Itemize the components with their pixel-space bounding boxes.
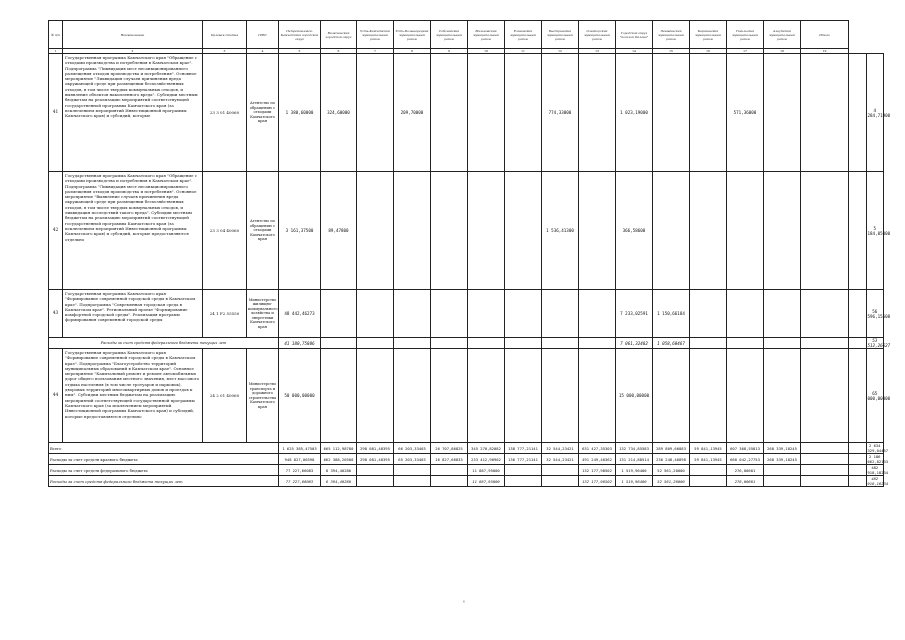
value-cell: 132 177,98502	[579, 476, 616, 487]
value-cell: 2 186 662,82133	[867, 454, 889, 464]
value-cell: 662 388,26500	[321, 454, 357, 465]
value-cell	[653, 54, 690, 172]
table-row	[49, 172, 884, 290]
column-header: Олюторский муниципальный район	[579, 21, 616, 49]
value-cell	[505, 338, 542, 349]
column-number: 3	[203, 49, 247, 54]
value-cell	[357, 338, 394, 349]
value-cell: 298 081,48395	[357, 454, 394, 465]
total-label: Расходы за счет средств федерального бюджета текущих лет	[49, 476, 279, 487]
value-cell	[468, 349, 505, 443]
value-cell: 8 394,40280	[321, 476, 357, 487]
value-cell: 298 081,48395	[357, 443, 394, 454]
value-cell	[727, 338, 764, 349]
column-number: 16	[690, 49, 727, 54]
column-number: 2	[63, 49, 203, 54]
value-cell	[321, 290, 357, 338]
value-cell: 59 841,13945	[690, 443, 727, 454]
value-cell	[690, 172, 727, 290]
row-number: 41	[49, 54, 63, 172]
value-cell	[764, 338, 801, 349]
value-cell: 7 061,32482	[616, 338, 653, 349]
value-cell	[849, 476, 867, 487]
column-number: 10	[468, 49, 505, 54]
column-header: Вилючинский городской округ	[321, 21, 357, 49]
total-row	[49, 465, 884, 476]
value-cell	[801, 338, 849, 349]
total-label: Расходы за счет средств федерального бюджета	[49, 465, 279, 476]
value-cell: 268 339,18245	[764, 454, 801, 465]
budget-table	[48, 20, 891, 487]
value-cell: 32 544,23421	[542, 443, 579, 454]
value-cell	[505, 290, 542, 338]
value-cell: 366,58600	[616, 172, 653, 290]
value-cell: 665 112,98780	[321, 443, 357, 454]
value-cell: 4 284,71900	[866, 54, 884, 172]
row-number: 42	[49, 172, 63, 290]
value-cell	[468, 172, 505, 290]
column-number: 4	[247, 49, 279, 54]
value-cell: 77 227,66083	[279, 476, 321, 487]
value-cell	[764, 54, 801, 172]
value-cell	[394, 476, 431, 487]
table-row	[49, 290, 884, 338]
value-cell	[764, 465, 801, 476]
value-cell: 2 634 329,04457	[867, 443, 889, 453]
value-cell: 131 214,88514	[616, 454, 653, 465]
value-cell	[579, 349, 616, 443]
value-cell: 7 233,02591	[616, 290, 653, 338]
column-header: Целевая статья	[203, 21, 247, 49]
value-cell: 345 270,82082	[468, 443, 505, 454]
value-cell	[542, 476, 579, 487]
value-cell: 1 625 385,47503	[279, 443, 321, 454]
value-cell	[690, 349, 727, 443]
column-header: Соболевский муниципальный район	[431, 21, 468, 49]
subtotal-label: Расходы за счет средств федерального бюджета текущих лет	[49, 338, 279, 349]
row-number: 44	[49, 349, 63, 443]
value-cell: 77 227,66083	[279, 465, 321, 476]
column-header: Карагинский муниципальный район	[690, 21, 727, 49]
value-cell	[542, 349, 579, 443]
value-cell	[394, 465, 431, 476]
column-number: 12	[542, 49, 579, 54]
value-cell	[727, 349, 764, 443]
column-header: Пенжинский муниципальный район	[653, 21, 690, 49]
value-cell: 138 777,21141	[505, 443, 542, 454]
value-cell	[431, 54, 468, 172]
value-cell: 11 887,95000	[468, 476, 505, 487]
grbs-cell: Министерство жилищно-коммунального хозяйства и энергетики Камчатского края	[247, 290, 279, 338]
subtotal-row	[49, 338, 884, 349]
target-code: 23 3 04 40060	[203, 172, 247, 290]
value-cell: 59 841,13945	[690, 454, 727, 465]
table-row	[49, 349, 884, 443]
value-cell: 65 000,00000	[866, 349, 884, 443]
value-cell	[579, 338, 616, 349]
row-name: Государственная программа Камчатского края "Формирование современной городской среды в Камчатском крае". Подпрограмма "Современная городская среда в Камчатском крае". Региональный проект "Формирование комфортной городской среды". Реализация программ формирования современной городской среды	[63, 290, 203, 338]
value-cell	[468, 338, 505, 349]
value-cell	[394, 172, 431, 290]
value-cell: 89,47800	[321, 172, 357, 290]
value-cell: 136 777,21141	[505, 454, 542, 465]
value-cell	[357, 54, 394, 172]
value-cell	[801, 172, 849, 290]
value-cell	[764, 476, 801, 487]
value-cell	[690, 290, 727, 338]
value-cell: 631 427,35303	[579, 443, 616, 454]
value-cell	[801, 454, 849, 465]
header-row	[49, 21, 884, 49]
value-cell	[505, 465, 542, 476]
value-cell	[431, 338, 468, 349]
value-cell	[653, 349, 690, 443]
column-number: 9	[431, 49, 468, 54]
value-cell	[849, 172, 867, 290]
value-cell	[431, 465, 468, 476]
value-cell	[801, 54, 849, 172]
value-cell	[653, 172, 690, 290]
target-code: 24 1 F2 55550	[203, 290, 247, 338]
value-cell	[357, 290, 394, 338]
value-cell	[690, 476, 727, 487]
value-cell: 1 058,60467	[653, 338, 690, 349]
column-header: ГРБС	[247, 21, 279, 49]
value-cell: 66 203,33403	[394, 443, 431, 454]
value-cell: 491 249,40362	[579, 454, 616, 465]
value-cell: 571,36000	[727, 54, 764, 172]
column-header: Городской округ "поселок Палана"	[616, 21, 653, 49]
value-cell: 774,33000	[542, 54, 579, 172]
value-cell: 5 184,05000	[866, 172, 884, 290]
value-cell: 1 519,96400	[616, 465, 653, 476]
value-cell	[849, 349, 867, 443]
value-cell: 48 442,46273	[279, 290, 321, 338]
value-cell: 482 918,18234	[867, 465, 889, 475]
total-row	[49, 454, 884, 465]
value-cell: 8 394,40280	[321, 465, 357, 476]
value-cell: 324,60000	[321, 54, 357, 172]
value-cell	[801, 349, 849, 443]
value-cell	[579, 290, 616, 338]
value-cell	[690, 54, 727, 172]
grbs-cell: Агентство по обращению с отходами Камчатского края	[247, 54, 279, 172]
value-cell: 3 161,37500	[279, 172, 321, 290]
page-mark: '	[463, 600, 465, 608]
column-number: 6	[321, 49, 357, 54]
value-cell: 56 596,15508	[866, 290, 884, 338]
row-name: Государственная программа Камчатского края "Обращение с отходами производства и потребления в Камчатском крае". Подпрограмма "Ликвидация мест несанкционированного размещения отходов производства и потребления". Основное мероприятие "Выявление случаев причинения вреда окружающей среде при размещении бесхозяйственных отходов, в том числе твердых коммунальных отходов, и ликвидация последствий такого вреда". Субсидии местным бюджетам на реализацию мероприятий соответствующей государственной программы Камчатского края (за исключением мероприятий Инвестиционной программы Камчатского края) и субсидий, которые предоставляются отдельно	[63, 172, 203, 290]
value-cell	[321, 338, 357, 349]
value-cell	[542, 465, 579, 476]
value-cell	[849, 338, 867, 349]
value-cell: 1 536,41300	[542, 172, 579, 290]
value-cell: 132 177,98502	[579, 465, 616, 476]
column-header: Тигильский муниципальный район	[727, 21, 764, 49]
value-cell: 233 412,90902	[468, 454, 505, 465]
value-cell	[764, 172, 801, 290]
value-cell	[505, 349, 542, 443]
value-cell	[690, 338, 727, 349]
total-row	[49, 443, 884, 454]
value-cell: 26 707,86825	[431, 443, 468, 454]
column-header: Мильковский муниципальный район	[468, 21, 505, 49]
value-cell: 1 519,96400	[616, 476, 653, 487]
value-cell: 276,00601	[727, 465, 764, 476]
table-row	[49, 54, 884, 172]
target-code: 24 2 01 40060	[203, 349, 247, 443]
document-sheet	[48, 20, 891, 487]
column-number: 8	[394, 49, 431, 54]
value-cell	[849, 290, 867, 338]
row-number: 43	[49, 290, 63, 338]
value-cell	[357, 172, 394, 290]
value-cell: 16 827,66833	[431, 454, 468, 465]
value-cell: 15 000,00000	[616, 349, 653, 443]
value-cell: 50 000,00000	[279, 349, 321, 443]
value-cell: 209,70000	[394, 54, 431, 172]
value-cell	[505, 172, 542, 290]
value-cell	[431, 349, 468, 443]
value-cell	[505, 476, 542, 487]
value-cell	[468, 290, 505, 338]
value-cell: 289 809,66883	[653, 443, 690, 454]
value-cell	[431, 290, 468, 338]
column-header: Алеутский муниципальный район	[764, 21, 801, 49]
value-cell	[801, 465, 849, 476]
value-cell: 11 887,95000	[468, 465, 505, 476]
value-cell	[431, 476, 468, 487]
value-cell: 607 368,55813	[727, 443, 764, 454]
value-cell: 482 918,18234	[867, 476, 889, 486]
column-number: 13	[579, 49, 616, 54]
value-cell	[394, 338, 431, 349]
column-number: 19	[801, 49, 849, 54]
value-cell	[468, 54, 505, 172]
value-cell: 132 734,85583	[616, 443, 653, 454]
value-cell: 52 561,20000	[653, 476, 690, 487]
value-cell	[505, 54, 542, 172]
value-cell: 948 827,06598	[279, 454, 321, 465]
column-header: Наименование	[63, 21, 203, 49]
value-cell: 1 023,19000	[616, 54, 653, 172]
value-cell: 1 150,66184	[653, 290, 690, 338]
value-cell	[579, 54, 616, 172]
value-cell	[849, 465, 867, 476]
column-number: 1	[49, 49, 63, 54]
value-cell	[690, 465, 727, 476]
value-cell	[394, 349, 431, 443]
value-cell: 65 203,33403	[394, 454, 431, 465]
column-number: 18	[764, 49, 801, 54]
value-cell: 276,00601	[727, 476, 764, 487]
column-header: Петропавловск-Камчатский городской округ	[279, 21, 321, 49]
value-cell	[801, 476, 849, 487]
value-cell	[801, 443, 849, 454]
value-cell: 52 561,20000	[653, 465, 690, 476]
total-row	[49, 476, 884, 487]
column-header: Итого	[801, 21, 849, 49]
value-cell	[849, 454, 867, 465]
column-number: 17	[727, 49, 764, 54]
value-cell	[542, 290, 579, 338]
value-cell	[849, 54, 867, 172]
value-cell	[849, 443, 867, 454]
column-header: Быстринский муниципальный район	[542, 21, 579, 49]
column-header: Усть-Камчатский муниципальный район	[357, 21, 394, 49]
grbs-cell: Агентство по обращению с отходами Камчатского края	[247, 172, 279, 290]
column-number: 14	[616, 49, 653, 54]
total-label: Расходы за счет средств краевого бюджета	[49, 454, 279, 465]
grbs-cell: Министерство транспорта и дорожного строительства Камчатского края	[247, 349, 279, 443]
value-cell: 53 512,26627	[867, 338, 891, 348]
value-cell	[764, 349, 801, 443]
value-cell	[394, 290, 431, 338]
value-cell: 236 248,46898	[653, 454, 690, 465]
total-label: Всего	[49, 443, 279, 454]
column-number: 11	[505, 49, 542, 54]
value-cell	[321, 349, 357, 443]
row-name: Государственная программа Камчатского края "Обращение с отходами производства и потребления в Камчатском крае". Подпрограмма "Ликвидация мест несанкционированного размещения отходов производства и потребления". Основное мероприятие "Ликвидация случаев причинения вреда окружающей среде при размещении бесхозяйственных отходов, в том числе твердых коммунальных отходов, и выявление объектов накопленного вреда". Субсидии местным бюджетам на реализацию мероприятий соответствующей государственной программы Камчатского края (за исключением мероприятий Инвестиционной программы Камчатского края) и субсидий, которые	[63, 54, 203, 172]
value-cell	[727, 290, 764, 338]
value-cell: 660 042,27753	[727, 454, 764, 465]
value-cell	[579, 172, 616, 290]
value-cell	[357, 476, 394, 487]
column-header: Усть-Большерецкий муниципальный район	[394, 21, 431, 49]
value-cell	[764, 290, 801, 338]
value-cell	[357, 349, 394, 443]
target-code: 23 3 01 40060	[203, 54, 247, 172]
value-cell: 32 544,23421	[542, 454, 579, 465]
column-number: 5	[279, 49, 321, 54]
row-name: Государственная программа Камчатского края "Формирование современной городской среды в Камчатском крае". Подпрограмма "Благоустройство территорий муниципальных образований в Камчатском крае". Основное мероприятие "Капитальный ремонт и ремонт автомобильных дорог общего пользования местного значения, мест массового отдыха населения (в том числе тротуаров и парковок), дворовых территорий многоквартирных домов и проездов к ним". Субсидии местным бюджетам на реализацию мероприятий соответствующей государственной программы Камчатского края (за исключением мероприятий Инвестиционной программы Камчатского края) и субсидий, которые предоставляются отдельно	[63, 349, 203, 443]
column-header: Елизовский муниципальный район	[505, 21, 542, 49]
column-number: 15	[653, 49, 690, 54]
column-header: № п/п	[49, 21, 63, 49]
value-cell: 41 180,75806	[279, 338, 321, 349]
value-cell	[357, 465, 394, 476]
value-cell: 268 339,18245	[764, 443, 801, 454]
column-number: 7	[357, 49, 394, 54]
value-cell	[542, 338, 579, 349]
value-cell: 1 380,60000	[279, 54, 321, 172]
value-cell	[727, 172, 764, 290]
value-cell	[431, 172, 468, 290]
value-cell	[801, 290, 849, 338]
